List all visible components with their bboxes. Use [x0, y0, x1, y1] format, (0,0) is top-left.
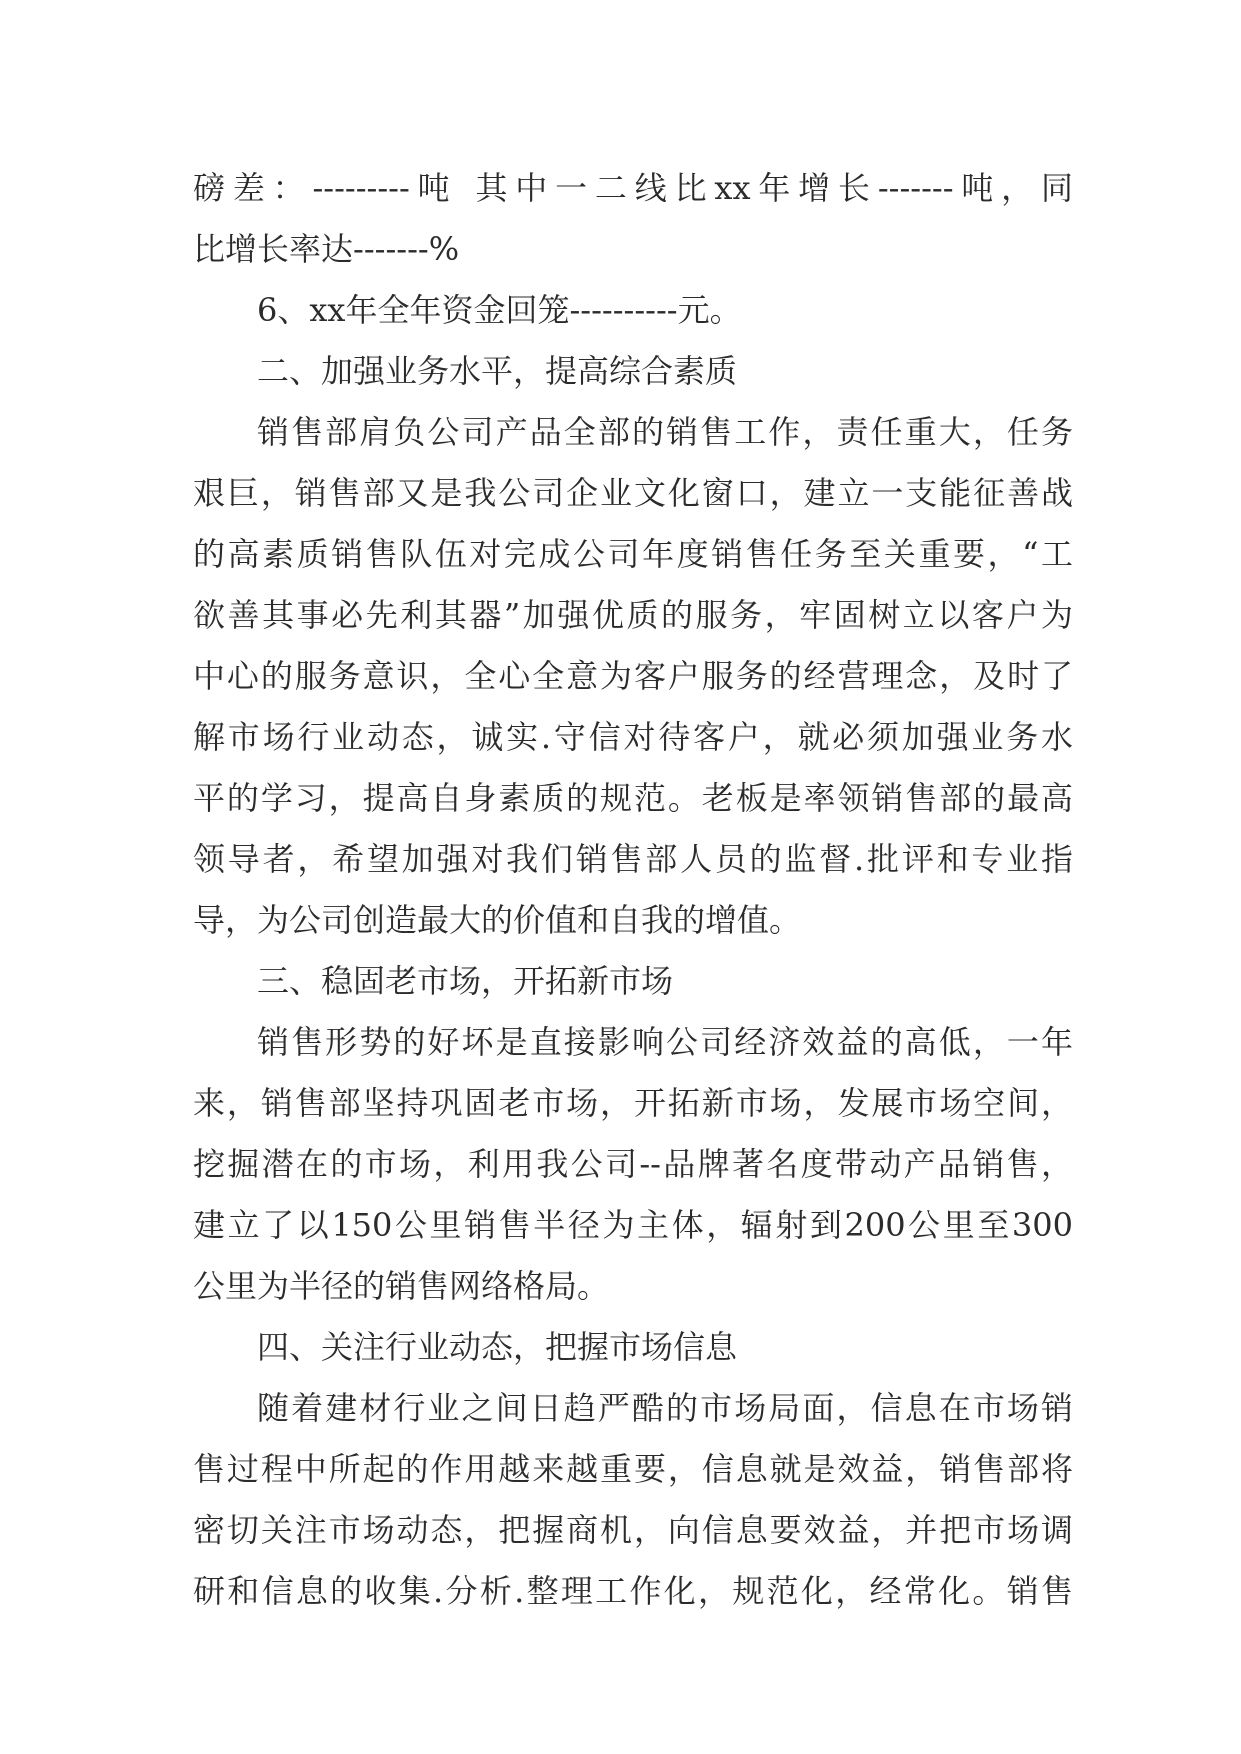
paragraph-line: 销售部肩负公司产品全部的销售工作，责任重大，任务: [257, 413, 1073, 451]
paragraph-line: 欲善其事必先利其器”加强优质的服务，牢固树立以客户为: [193, 596, 1073, 634]
text-line: 比增长率达-------%: [193, 230, 460, 268]
section-heading: 二、加强业务水平，提高综合素质: [257, 352, 738, 390]
paragraph-line: 密切关注市场动态，把握商机，向信息要效益，并把市场调: [193, 1511, 1073, 1549]
document-body: [193, 158, 1073, 1622]
section-heading: 三、稳固老市场，开拓新市场: [257, 962, 674, 1000]
paragraph-line: 的高素质销售队伍对完成公司年度销售任务至关重要，“工: [193, 535, 1073, 573]
paragraph-line: 来，销售部坚持巩固老市场，开拓新市场，发展市场空间，: [193, 1084, 1073, 1122]
paragraph-line: 随着建材行业之间日趋严酷的市场局面，信息在市场销: [257, 1389, 1073, 1427]
paragraph-line: 销售形势的好坏是直接影响公司经济效益的高低，一年: [257, 1023, 1073, 1061]
paragraph-line: 艰巨，销售部又是我公司企业文化窗口，建立一支能征善战: [193, 474, 1073, 512]
paragraph-line: 中心的服务意识，全心全意为客户服务的经营理念，及时了: [193, 657, 1073, 695]
section-heading: 四、关注行业动态，把握市场信息: [257, 1328, 738, 1366]
paragraph-line: 解市场行业动态，诚实.守信对待客户，就必须加强业务水: [193, 718, 1073, 756]
paragraph-line: 领导者，希望加强对我们销售部人员的监督.批评和专业指: [193, 840, 1073, 878]
paragraph-line: 公里为半径的销售网络格局。: [193, 1267, 610, 1305]
text-line: 磅差：---------吨 其中一二线比xx年增长-------吨，同: [193, 169, 1073, 207]
paragraph-line: 建立了以150公里销售半径为主体，辐射到200公里至300: [193, 1206, 1073, 1244]
paragraph-line: 研和信息的收集.分析.整理工作化，规范化，经常化。销售: [193, 1572, 1073, 1610]
list-item: 6、xx年全年资金回笼----------元。: [257, 291, 742, 329]
paragraph-line: 售过程中所起的作用越来越重要，信息就是效益，销售部将: [193, 1450, 1073, 1488]
paragraph-line: 平的学习，提高自身素质的规范。老板是率领销售部的最高: [193, 779, 1073, 817]
paragraph-line: 挖掘潜在的市场，利用我公司--品牌著名度带动产品销售，: [193, 1145, 1073, 1183]
paragraph-line: 导，为公司创造最大的价值和自我的增值。: [193, 901, 802, 939]
